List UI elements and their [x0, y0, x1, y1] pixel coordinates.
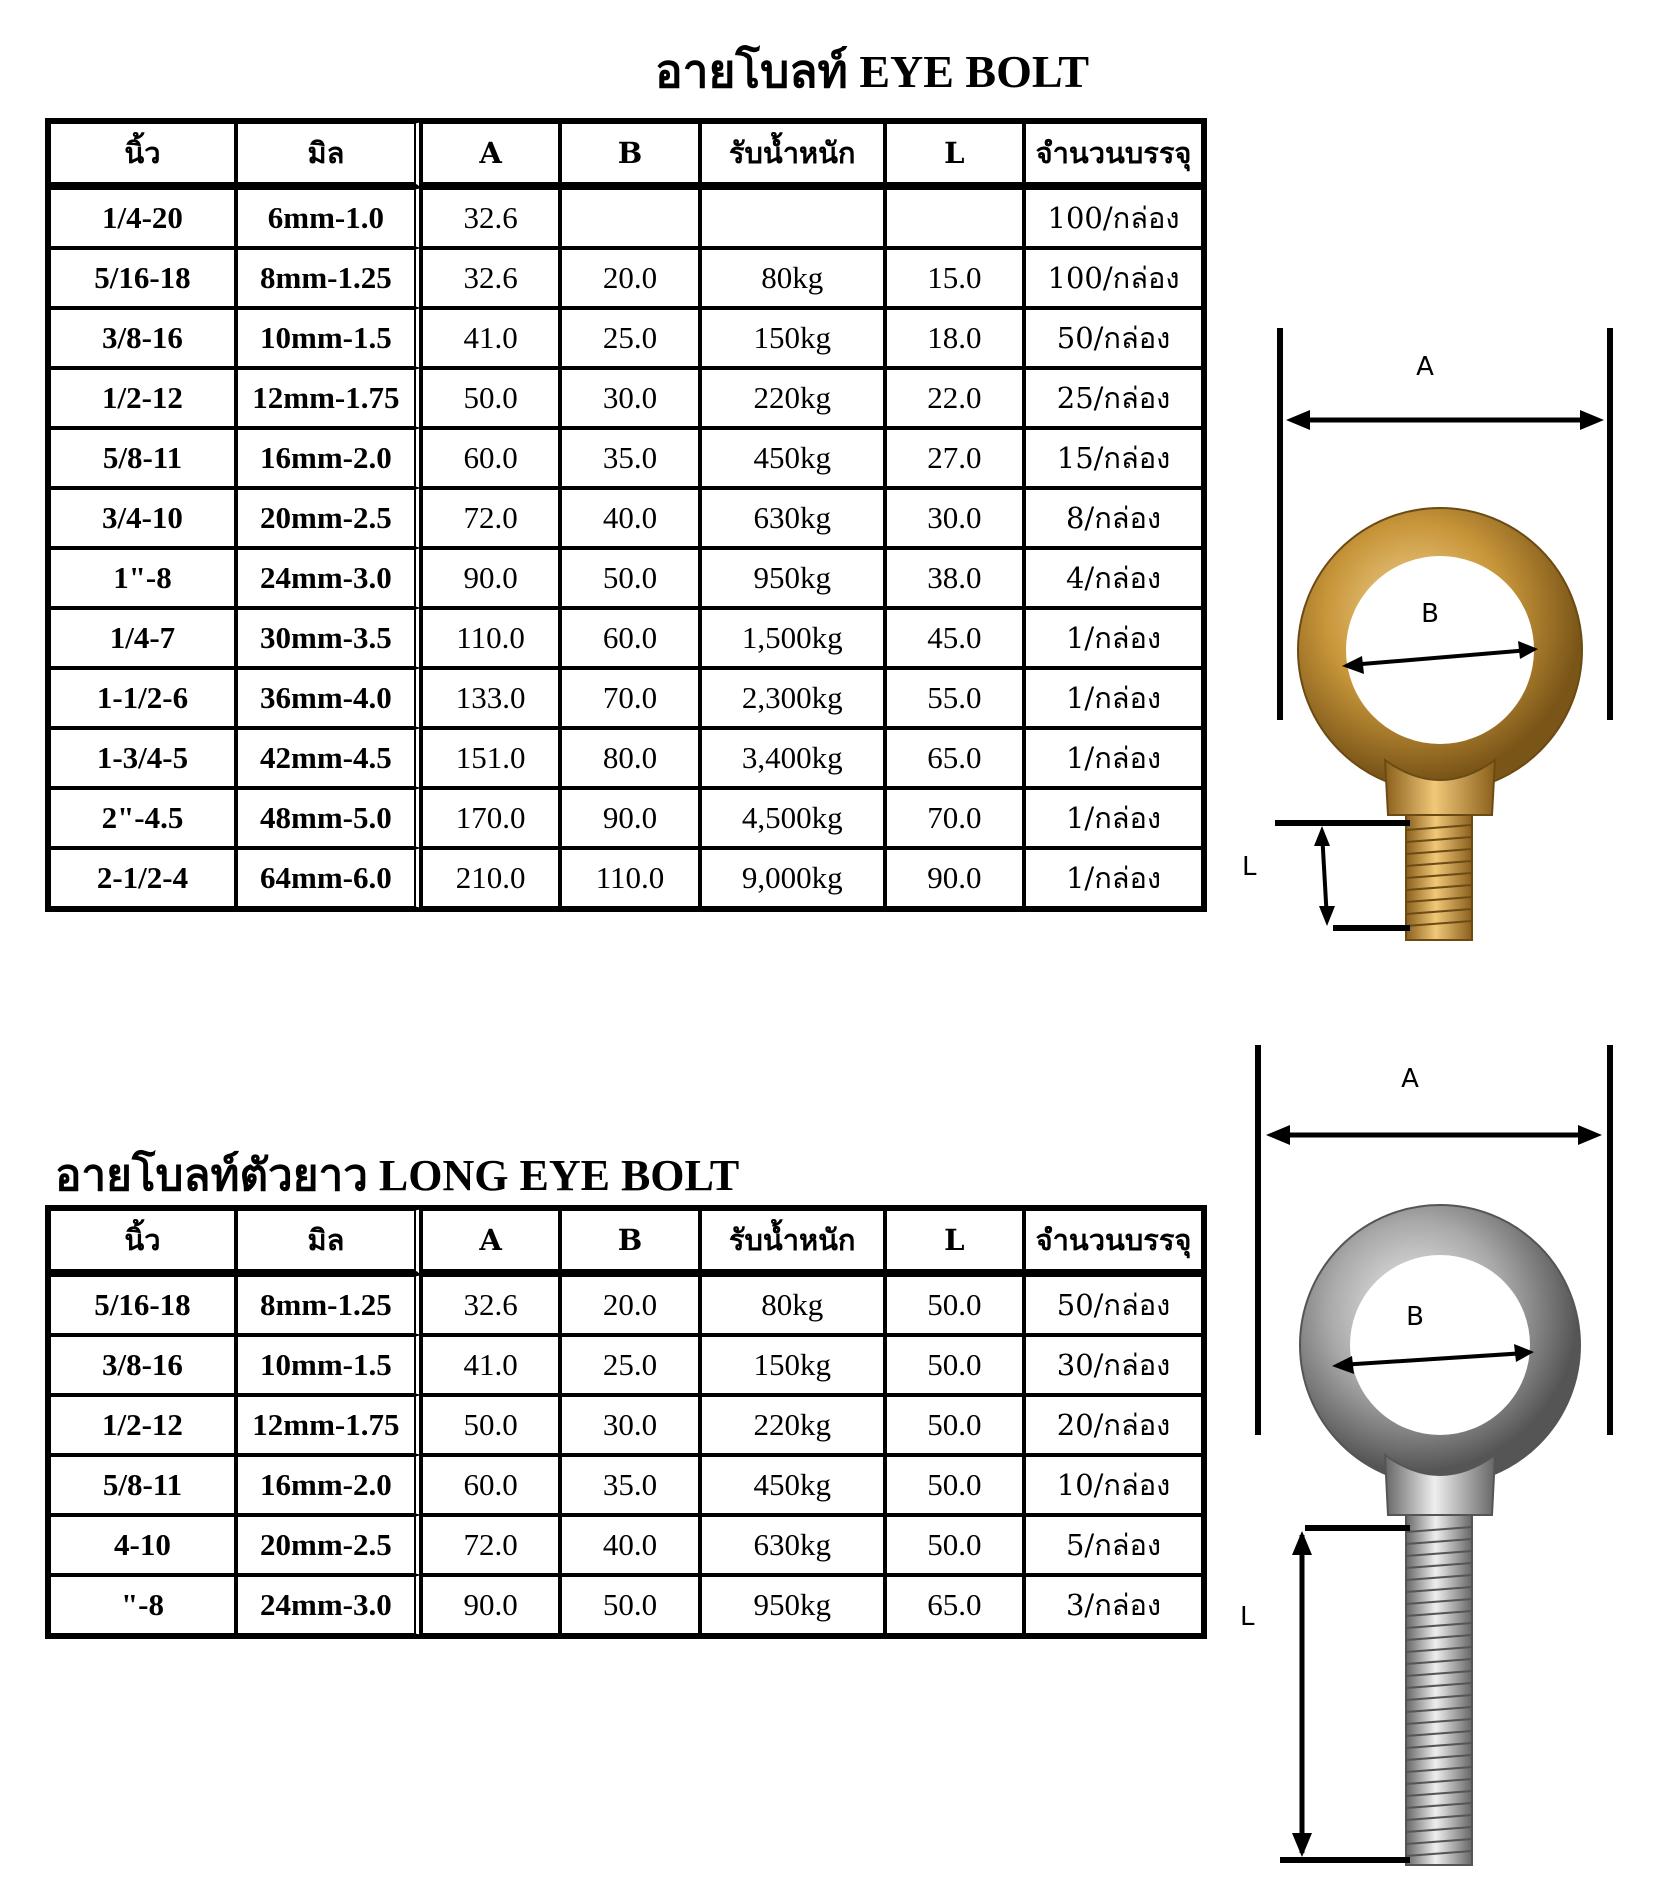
table-cell: 1/4-7 — [49, 608, 236, 668]
table-cell: "-8 — [49, 1575, 236, 1635]
table-cell: 3/4-10 — [49, 488, 236, 548]
table-cell: 50.0 — [560, 548, 699, 608]
table-cell: 24mm-3.0 — [236, 1575, 421, 1635]
table-cell: 45.0 — [885, 608, 1024, 668]
table-cell: 50.0 — [885, 1515, 1024, 1575]
column-header: L — [885, 122, 1024, 188]
table-cell: 50.0 — [885, 1395, 1024, 1455]
table-cell: 90.0 — [421, 1575, 560, 1635]
table-row — [49, 1575, 1203, 1635]
table-cell: 2,300kg — [700, 668, 885, 728]
table-cell: 32.6 — [421, 1275, 560, 1335]
table-cell: 5/กล่อง — [1024, 1515, 1203, 1575]
table-cell: 10mm-1.5 — [236, 308, 421, 368]
table-cell: 36mm-4.0 — [236, 668, 421, 728]
table-cell: 22.0 — [885, 368, 1024, 428]
table-cell: 151.0 — [421, 728, 560, 788]
table-cell: 4-10 — [49, 1515, 236, 1575]
dim-l-label: L — [1242, 852, 1257, 882]
table-cell: 40.0 — [560, 488, 699, 548]
table-cell: 70.0 — [885, 788, 1024, 848]
column-header: รับน้ำหนัก — [700, 122, 885, 188]
table-row — [49, 368, 1203, 428]
table-cell: 8/กล่อง — [1024, 488, 1203, 548]
table-cell: 41.0 — [421, 308, 560, 368]
dim-a-label: A — [1416, 352, 1434, 382]
table-cell: 3,400kg — [700, 728, 885, 788]
arrowhead-icon — [1580, 410, 1604, 430]
table-cell: 27.0 — [885, 428, 1024, 488]
table-cell: 25.0 — [560, 1335, 699, 1395]
table-cell: 9,000kg — [700, 848, 885, 908]
table-cell: 10mm-1.5 — [236, 1335, 421, 1395]
table-cell: 80kg — [700, 1275, 885, 1335]
dim-b-arrow — [1350, 650, 1530, 665]
table-cell: 20mm-2.5 — [236, 1515, 421, 1575]
eye-bolt-table-body — [49, 122, 1203, 908]
long-eye-bolt-diagram — [1230, 1035, 1640, 1880]
table-cell: 90.0 — [885, 848, 1024, 908]
table-row — [49, 488, 1203, 548]
table-row — [49, 1275, 1203, 1335]
dim-b-label: B — [1421, 599, 1439, 629]
table-cell: 4/กล่อง — [1024, 548, 1203, 608]
table-cell: 16mm-2.0 — [236, 1455, 421, 1515]
table-cell: 12mm-1.75 — [236, 368, 421, 428]
table-cell: 1/4-20 — [49, 188, 236, 248]
table-cell: 100/กล่อง — [1024, 188, 1203, 248]
table-cell: 3/กล่อง — [1024, 1575, 1203, 1635]
table-cell: 72.0 — [421, 488, 560, 548]
table-cell: 133.0 — [421, 668, 560, 728]
table-cell: 50/กล่อง — [1024, 1275, 1203, 1335]
table-cell: 5/16-18 — [49, 1275, 236, 1335]
table-cell: 1/กล่อง — [1024, 608, 1203, 668]
table-cell: 4,500kg — [700, 788, 885, 848]
long-eye-bolt-title: อายโบลท์ตัวยาว LONG EYE BOLT — [55, 1151, 740, 1200]
column-header: นิ้ว — [49, 1209, 236, 1275]
table-cell: 32.6 — [421, 248, 560, 308]
table-row — [49, 848, 1203, 908]
table-cell: 25.0 — [560, 308, 699, 368]
column-header: นิ้ว — [49, 122, 236, 188]
table-cell: 5/16-18 — [49, 248, 236, 308]
table-row — [49, 1515, 1203, 1575]
table-cell: 50.0 — [421, 368, 560, 428]
long-eye-bolt-table — [45, 1205, 1207, 1639]
table-cell: 60.0 — [421, 428, 560, 488]
table-cell — [700, 188, 885, 248]
table-cell: 8mm-1.25 — [236, 1275, 421, 1335]
column-header: L — [885, 1209, 1024, 1275]
eye-bolt-diagram — [1230, 320, 1640, 950]
table-cell: 32.6 — [421, 188, 560, 248]
table-cell: 30.0 — [885, 488, 1024, 548]
table-cell: 38.0 — [885, 548, 1024, 608]
arrowhead-icon — [1266, 1125, 1290, 1145]
table-row — [49, 728, 1203, 788]
table-cell: 55.0 — [885, 668, 1024, 728]
table-cell: 35.0 — [560, 1455, 699, 1515]
column-header: B — [560, 1209, 699, 1275]
table-cell — [560, 188, 699, 248]
table-cell: 5/8-11 — [49, 1455, 236, 1515]
table-cell: 60.0 — [560, 608, 699, 668]
table-cell: 72.0 — [421, 1515, 560, 1575]
table-row — [49, 428, 1203, 488]
table-cell: 100/กล่อง — [1024, 248, 1203, 308]
table-row — [49, 1395, 1203, 1455]
table-row — [49, 668, 1203, 728]
table-cell: 50.0 — [885, 1455, 1024, 1515]
table-cell: 1,500kg — [700, 608, 885, 668]
table-cell: 450kg — [700, 1455, 885, 1515]
table-cell: 15.0 — [885, 248, 1024, 308]
column-header: จำนวนบรรจุ — [1024, 1209, 1203, 1275]
table-cell: 50.0 — [885, 1335, 1024, 1395]
dim-b-label: B — [1406, 1302, 1424, 1332]
table-cell: 1/กล่อง — [1024, 728, 1203, 788]
eye-ring — [1325, 1230, 1555, 1460]
table-cell: 30/กล่อง — [1024, 1335, 1203, 1395]
table-cell — [885, 188, 1024, 248]
table-row — [49, 548, 1203, 608]
table-cell: 18.0 — [885, 308, 1024, 368]
table-cell: 950kg — [700, 548, 885, 608]
eye-bolt-title: อายโบลท์ EYE BOLT — [655, 46, 1090, 97]
table-row — [49, 608, 1203, 668]
table-cell: 35.0 — [560, 428, 699, 488]
table-cell: 50.0 — [885, 1275, 1024, 1335]
column-header: มิล — [236, 122, 421, 188]
table-cell: 20mm-2.5 — [236, 488, 421, 548]
table-cell: 60.0 — [421, 1455, 560, 1515]
table-row — [49, 1335, 1203, 1395]
column-header: A — [421, 1209, 560, 1275]
table-cell: 70.0 — [560, 668, 699, 728]
arrowhead-icon — [1319, 906, 1335, 926]
table-row — [49, 308, 1203, 368]
table-cell: 40.0 — [560, 1515, 699, 1575]
table-cell: 25/กล่อง — [1024, 368, 1203, 428]
table-cell: 90.0 — [421, 548, 560, 608]
table-cell: 1-1/2-6 — [49, 668, 236, 728]
table-cell: 50.0 — [421, 1395, 560, 1455]
dim-l-label: L — [1240, 1602, 1255, 1632]
table-cell: 65.0 — [885, 1575, 1024, 1635]
table-cell: 48mm-5.0 — [236, 788, 421, 848]
table-cell: 3/8-16 — [49, 308, 236, 368]
column-header: B — [560, 122, 699, 188]
table-cell: 220kg — [700, 1395, 885, 1455]
long-eye-bolt-header-row — [49, 1209, 1203, 1275]
eye-bolt-header-row — [49, 122, 1203, 188]
table-cell: 5/8-11 — [49, 428, 236, 488]
table-cell: 41.0 — [421, 1335, 560, 1395]
table-cell: 1/กล่อง — [1024, 788, 1203, 848]
column-header: มิล — [236, 1209, 421, 1275]
table-cell: 1-3/4-5 — [49, 728, 236, 788]
arrowhead-icon — [1292, 1833, 1312, 1857]
table-row — [49, 1455, 1203, 1515]
arrowhead-icon — [1292, 1531, 1312, 1555]
arrowhead-icon — [1314, 826, 1330, 846]
table-cell: 6mm-1.0 — [236, 188, 421, 248]
table-cell: 110.0 — [421, 608, 560, 668]
dim-b-arrow — [1340, 1353, 1526, 1365]
table-cell: 64mm-6.0 — [236, 848, 421, 908]
table-cell: 30.0 — [560, 1395, 699, 1455]
table-cell: 80.0 — [560, 728, 699, 788]
column-header: รับน้ำหนัก — [700, 1209, 885, 1275]
table-cell: 42mm-4.5 — [236, 728, 421, 788]
table-cell: 630kg — [700, 488, 885, 548]
table-cell: 15/กล่อง — [1024, 428, 1203, 488]
long-eye-bolt-table-body — [49, 1209, 1203, 1635]
table-cell: 2"-4.5 — [49, 788, 236, 848]
dim-a-label: A — [1401, 1064, 1419, 1094]
table-cell: 30.0 — [560, 368, 699, 428]
table-cell: 10/กล่อง — [1024, 1455, 1203, 1515]
table-cell: 1"-8 — [49, 548, 236, 608]
table-cell: 150kg — [700, 1335, 885, 1395]
arrowhead-icon — [1578, 1125, 1602, 1145]
table-cell: 8mm-1.25 — [236, 248, 421, 308]
arrowhead-icon — [1286, 410, 1310, 430]
table-cell: 80kg — [700, 248, 885, 308]
table-row — [49, 188, 1203, 248]
table-cell: 630kg — [700, 1515, 885, 1575]
table-cell: 65.0 — [885, 728, 1024, 788]
table-cell: 50/กล่อง — [1024, 308, 1203, 368]
table-cell: 210.0 — [421, 848, 560, 908]
table-cell: 30mm-3.5 — [236, 608, 421, 668]
table-cell: 1/2-12 — [49, 368, 236, 428]
table-cell: 1/กล่อง — [1024, 848, 1203, 908]
eye-bolt-table — [45, 118, 1207, 912]
table-cell: 50.0 — [560, 1575, 699, 1635]
column-header: A — [421, 122, 560, 188]
table-cell: 90.0 — [560, 788, 699, 848]
table-cell: 20/กล่อง — [1024, 1395, 1203, 1455]
table-cell: 12mm-1.75 — [236, 1395, 421, 1455]
table-cell: 2-1/2-4 — [49, 848, 236, 908]
table-cell: 150kg — [700, 308, 885, 368]
table-cell: 220kg — [700, 368, 885, 428]
table-cell: 24mm-3.0 — [236, 548, 421, 608]
table-cell: 110.0 — [560, 848, 699, 908]
table-cell: 1/กล่อง — [1024, 668, 1203, 728]
column-header: จำนวนบรรจุ — [1024, 122, 1203, 188]
table-cell: 1/2-12 — [49, 1395, 236, 1455]
table-cell: 20.0 — [560, 1275, 699, 1335]
table-cell: 3/8-16 — [49, 1335, 236, 1395]
table-cell: 20.0 — [560, 248, 699, 308]
table-cell: 450kg — [700, 428, 885, 488]
table-row — [49, 788, 1203, 848]
table-cell: 16mm-2.0 — [236, 428, 421, 488]
table-cell: 950kg — [700, 1575, 885, 1635]
table-cell: 170.0 — [421, 788, 560, 848]
table-row — [49, 248, 1203, 308]
